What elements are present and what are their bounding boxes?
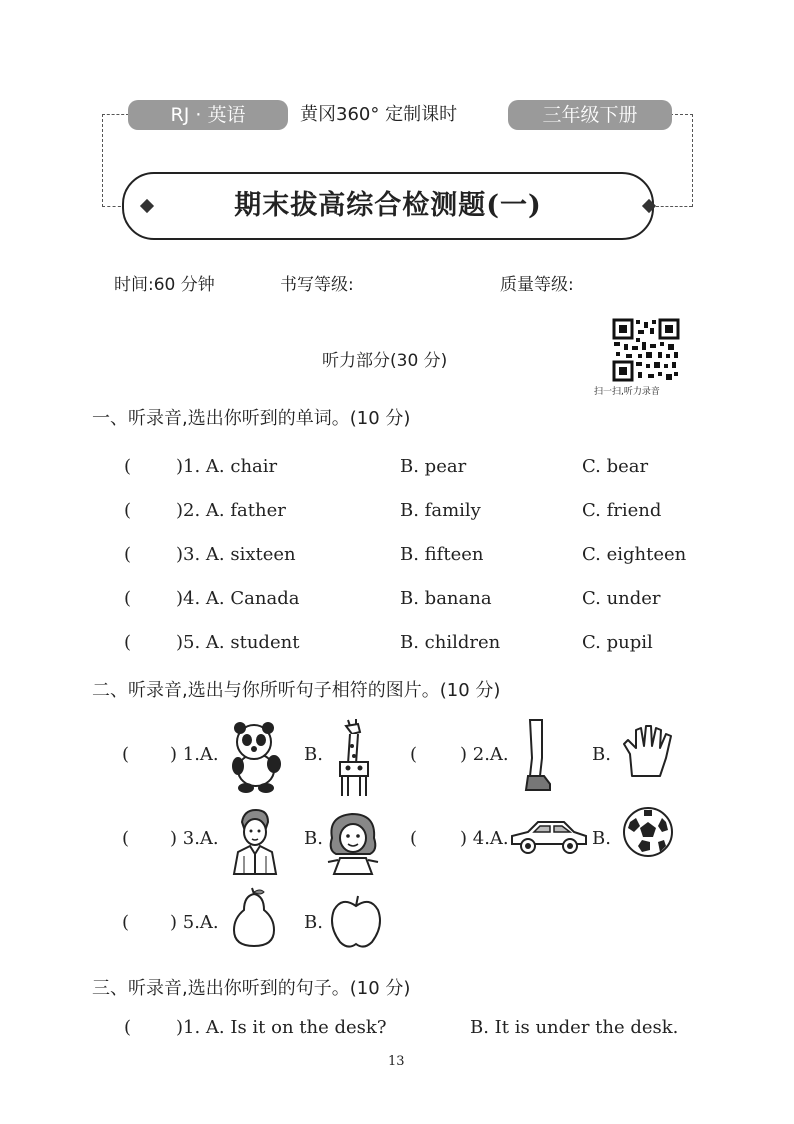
- option-a: )5. A. student: [176, 632, 300, 653]
- option-a: )1. A. Is it on the desk?: [176, 1017, 387, 1038]
- picture-q1-b-label: B.: [304, 744, 323, 765]
- picture-q3-b-label: B.: [304, 828, 323, 849]
- option-c: C. under: [582, 588, 661, 609]
- giraffe-icon[interactable]: [330, 718, 374, 798]
- option-a: )2. A. father: [176, 500, 286, 521]
- option-a: )4. A. Canada: [176, 588, 300, 609]
- answer-paren[interactable]: (: [410, 744, 418, 765]
- man-icon[interactable]: [230, 808, 280, 876]
- quality-grade: 质量等级:: [500, 275, 574, 295]
- answer-paren[interactable]: (: [122, 828, 130, 849]
- answer-paren[interactable]: (: [410, 828, 418, 849]
- option-c: C. friend: [582, 500, 662, 521]
- option-b: B. family: [400, 500, 481, 521]
- section2-heading: 二、听录音,选出与你所听句子相符的图片。(10 分): [92, 680, 501, 701]
- picture-q4-b-label: B.: [592, 828, 611, 849]
- girl-icon[interactable]: [324, 810, 382, 876]
- option-b: B. fifteen: [400, 544, 484, 565]
- apple-icon[interactable]: [330, 894, 382, 950]
- subject-tag: RJ · 英语: [128, 100, 288, 130]
- panda-icon[interactable]: [226, 722, 288, 794]
- option-c: C. eighteen: [582, 544, 687, 565]
- picture-q2-b-label: B.: [592, 744, 611, 765]
- listening-heading: 听力部分(30 分): [322, 351, 448, 371]
- option-b: B. It is under the desk.: [470, 1017, 679, 1038]
- page-title: 期末拔高综合检测题(一): [122, 172, 654, 240]
- writing-grade: 书写等级:: [280, 275, 354, 295]
- answer-paren[interactable]: (: [124, 632, 132, 653]
- page-number: 13: [388, 1054, 405, 1069]
- answer-paren[interactable]: (: [124, 588, 132, 609]
- grade-tag: 三年级下册: [508, 100, 672, 130]
- hand-icon[interactable]: [620, 722, 678, 780]
- football-icon[interactable]: [622, 806, 674, 858]
- answer-paren[interactable]: (: [122, 912, 130, 933]
- answer-paren[interactable]: (: [124, 500, 132, 521]
- picture-q1-label: ) 1.A.: [170, 744, 219, 765]
- car-icon[interactable]: [508, 818, 590, 856]
- brand-text: 黄冈360° 定制课时: [300, 104, 458, 125]
- option-a: )1. A. chair: [176, 456, 278, 477]
- answer-paren[interactable]: (: [122, 744, 130, 765]
- option-b: B. pear: [400, 456, 467, 477]
- qr-caption: 扫一扫,听力录音: [594, 387, 660, 397]
- header-frame-right: [670, 114, 693, 207]
- option-b: B. banana: [400, 588, 492, 609]
- picture-q5-label: ) 5.A.: [170, 912, 219, 933]
- option-b: B. children: [400, 632, 501, 653]
- answer-paren[interactable]: (: [124, 1017, 132, 1038]
- picture-q2-label: ) 2.A.: [460, 744, 509, 765]
- leg-icon[interactable]: [520, 718, 556, 794]
- pear-icon[interactable]: [230, 888, 278, 948]
- qr-code-icon: [612, 318, 680, 382]
- option-c: C. pupil: [582, 632, 653, 653]
- section1-heading: 一、听录音,选出你听到的单词。(10 分): [92, 408, 411, 429]
- picture-q3-label: ) 3.A.: [170, 828, 219, 849]
- answer-paren[interactable]: (: [124, 544, 132, 565]
- picture-q4-label: ) 4.A.: [460, 828, 509, 849]
- picture-q5-b-label: B.: [304, 912, 323, 933]
- section3-heading: 三、听录音,选出你听到的句子。(10 分): [92, 978, 411, 999]
- answer-paren[interactable]: (: [124, 456, 132, 477]
- header-frame-right-bottom: [656, 206, 692, 207]
- time-limit: 时间:60 分钟: [114, 275, 215, 295]
- option-a: )3. A. sixteen: [176, 544, 296, 565]
- option-c: C. bear: [582, 456, 649, 477]
